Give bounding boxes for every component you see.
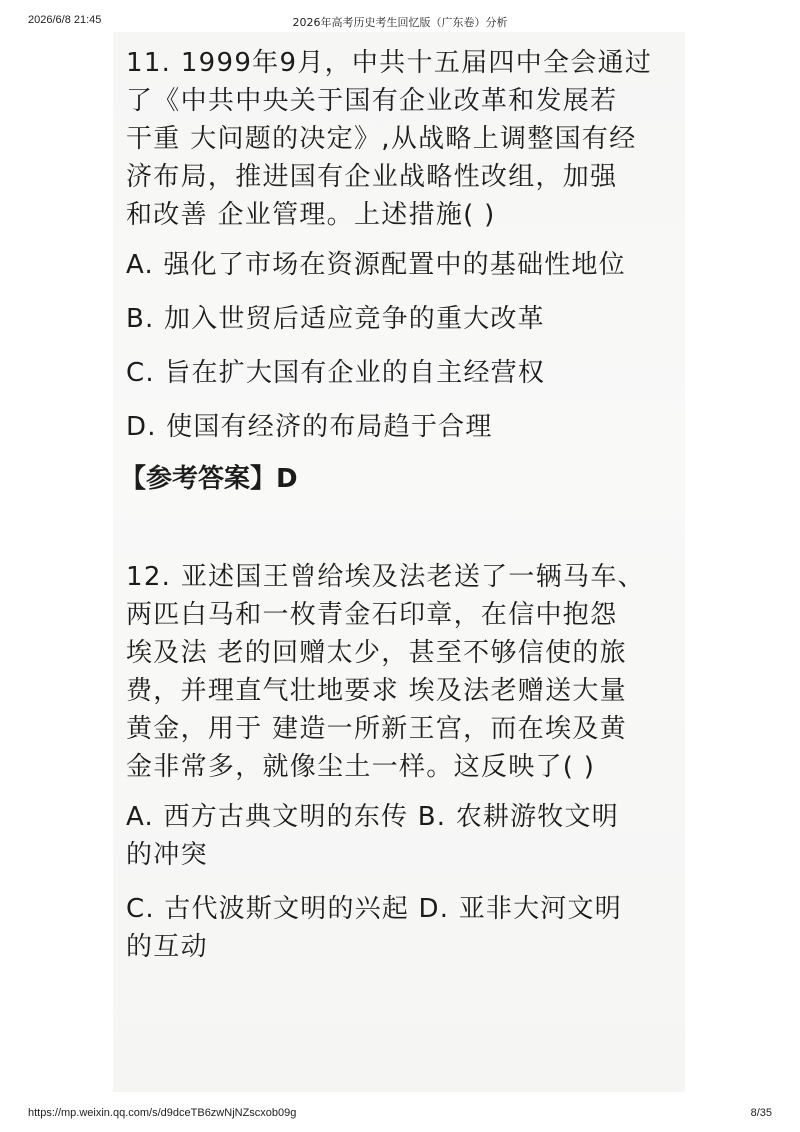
- question-11-line: 11. 1999年9月，中共十五届四中全会通过: [126, 48, 653, 78]
- question-12-line: 金非常多，就像尘土一样。这反映了( ): [126, 752, 596, 782]
- question-11-line: 和改善 企业管理。上述措施( ): [126, 200, 496, 230]
- question-12-line: 费，并理直气壮地要求 埃及法老赠送大量: [126, 676, 627, 706]
- question-12-option-ab: A. 西方古典文明的东传 B. 农耕游牧文明: [126, 802, 619, 832]
- question-11-answer: 【参考答案】D: [120, 464, 298, 494]
- question-11: [120, 44, 682, 498]
- print-url: https://mp.weixin.qq.com/s/d9dceTB6zwNjNZscxob09g: [28, 1107, 297, 1119]
- question-12-line: 黄金，用于 建造一所新王宫，而在埃及黄: [126, 714, 627, 744]
- question-divider: [126, 498, 682, 558]
- question-11-line: 了《中共中央关于国有企业改革和发展若: [126, 86, 618, 116]
- page-content: [120, 44, 682, 966]
- question-12-option-d-cont: 的互动: [126, 932, 208, 962]
- question-12-line: 埃及法 老的回赠太少，甚至不够信使的旅: [126, 638, 627, 668]
- question-11-option-d: D. 使国有经济的布局趋于合理: [126, 412, 493, 442]
- print-page-title: 2026年高考历史考生回忆版（广东卷）分析: [292, 16, 508, 29]
- question-12-line: 12. 亚述国王曾给埃及法老送了一辆马车、: [126, 562, 645, 592]
- question-11-option-b: B. 加入世贸后适应竞争的重大改革: [126, 304, 545, 334]
- question-11-line: 济布局，推进国有企业战略性改组，加强: [126, 162, 618, 192]
- question-12-option-b-cont: 的冲突: [126, 840, 208, 870]
- scanned-page: [113, 32, 685, 1092]
- question-12: [126, 558, 682, 966]
- question-11-line: 干重 大问题的决定》,从战略上调整国有经: [126, 124, 637, 154]
- question-12-option-cd: C. 古代波斯文明的兴起 D. 亚非大河文明: [126, 894, 622, 924]
- question-11-option-c: C. 旨在扩大国有企业的自主经营权: [126, 358, 546, 388]
- question-12-line: 两匹白马和一枚青金石印章，在信中抱怨: [126, 600, 618, 630]
- print-datetime: 2026/6/8 21:45: [28, 14, 102, 26]
- print-page-number: 8/35: [750, 1107, 772, 1119]
- question-11-option-a: A. 强化了市场在资源配置中的基础性地位: [126, 250, 626, 280]
